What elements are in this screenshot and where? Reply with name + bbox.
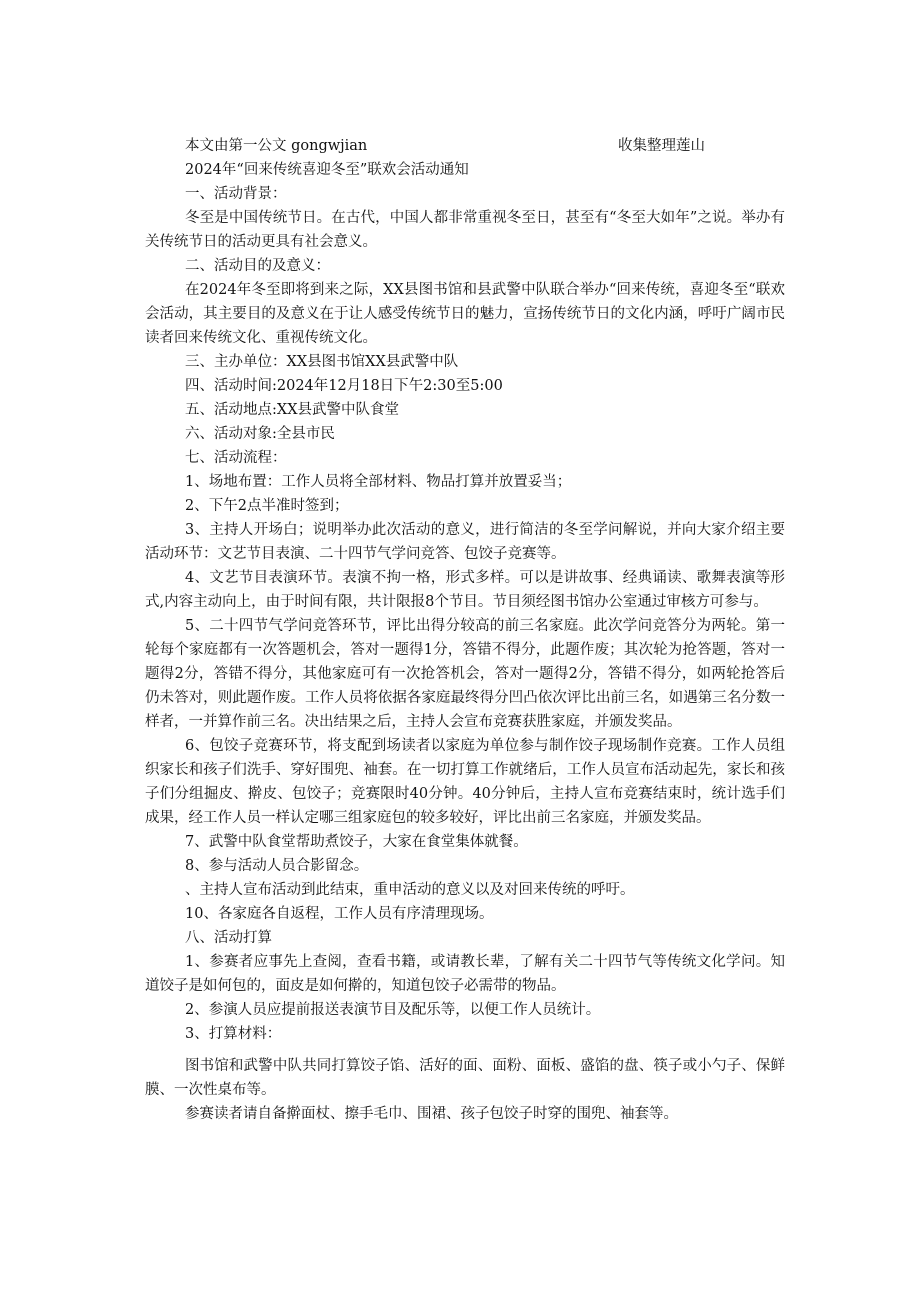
flow-item: 、主持人宣布活动到此结束，重申活动的意义以及对回来传统的呼吁。 (185, 882, 635, 898)
header-source: 本文由第一公文 gongwjian (185, 138, 368, 154)
flow-item: 8、参与活动人员合影留念。 (185, 858, 369, 874)
prep-item: 1、参赛者应事先上查阅，查看书籍，或请教长辈，了解有关二十四节气等传统文化学问。知道饺子是如何包的，面皮是如何擀的，知道包饺子必需带的物品。 (145, 954, 785, 994)
paragraph-purpose: 在2024年冬至即将到来之际，XX县图书馆和县武警中队联合举办“回来传统，喜迎冬至“联欢会活动，其主要目的及意义在于让人感受传统节日的魅力，宣扬传统节日的文化内涵，呼吁广阔市民读者回来传统文化、重视传统文化。 (145, 282, 785, 346)
flow-item: 5、二十四节气学问竞答环节，评比出得分较高的前三名家庭。此次学问竞答分为两轮。第一轮每个家庭都有一次答题机会，答对一题得1分，答错不得分，此题作废；其次轮为抢答题，答对一题得2分，答错不得分，其他家庭可有一次抢答机会，答对一题得2分，答错不得分，如两轮抢答后仍未答对，则此题作废。工作人员将依据各家庭最终得分凹凸依次评比出前三名，如遇第三名分数一样者，一并算作前三名。决出结果之后，主持人会宣布竞赛获胜家庭，并颁发奖品。 (145, 618, 785, 730)
section-heading-flow: 七、活动流程： (185, 450, 287, 466)
paragraph-materials-participants: 参赛读者请自备擀面杖、擦手毛巾、围裙、孩子包饺子时穿的围兜、袖套等。 (185, 1106, 678, 1122)
page-header (185, 134, 745, 158)
flow-item: 10、各家庭各自返程，工作人员有序清理现场。 (185, 906, 494, 922)
section-audience: 六、活动对象:全县市民 (185, 426, 335, 442)
flow-item: 3、主持人开场白；说明举办此次活动的意义，进行简洁的冬至学问解说，并向大家介绍主要活动环节：文艺节目表演、二十四节气学问竞答、包饺子竞赛等。 (145, 522, 785, 562)
prep-item: 3、打算材料： (185, 1026, 282, 1042)
flow-item: 2、下午2点半准时签到； (185, 498, 349, 514)
paragraph-background: 冬至是中国传统节日。在古代，中国人都非常重视冬至日，甚至有“冬至大如年”之说。举办有关传统节日的活动更具有社会意义。 (145, 210, 785, 250)
section-heading-background: 一、活动背景： (185, 186, 287, 202)
flow-item: 4、文艺节目表演环节。表演不拘一格，形式多样。可以是讲故事、经典诵读、歌舞表演等形式,内容主动向上，由于时间有限，共计限报8个节目。节目须经图书馆办公室通过审核方可参与。 (145, 570, 785, 610)
section-time: 四、活动时间:2024年12月18日下午2:30至5:00 (185, 378, 503, 394)
document-body (145, 158, 785, 1126)
flow-item: 1、场地布置：工作人员将全部材料、物品打算并放置妥当； (185, 474, 572, 490)
header-collector: 收集整理莲山 (618, 138, 705, 154)
section-location: 五、活动地点:XX县武警中队食堂 (185, 402, 400, 418)
paragraph-materials-library: 图书馆和武警中队共同打算饺子馅、活好的面、面粉、面板、盛馅的盘、筷子或小勺子、保鲜膜、一次性桌布等。 (145, 1058, 785, 1098)
flow-item: 7、武警中队食堂帮助煮饺子，大家在食堂集体就餐。 (185, 834, 528, 850)
flow-item: 6、包饺子竞赛环节，将支配到场读者以家庭为单位参与制作饺子现场制作竞赛。工作人员组织家长和孩子们洗手、穿好围兜、袖套。在一切打算工作就绪后，工作人员宣布活动起先，家长和孩子们分组掘皮、擀皮、包饺子；竞赛限时40分钟。40分钟后，主持人宣布竞赛结束时，统计选手们成果，经工作人员一样认定哪三组家庭包的较多较好，评比出前三名家庭，并颁发奖品。 (145, 738, 785, 826)
section-organizer: 三、主办单位：XX县图书馆XX县武警中队 (185, 354, 459, 370)
document-title: 2024年“回来传统喜迎冬至”联欢会活动通知 (185, 162, 469, 178)
section-heading-purpose: 二、活动目的及意义： (185, 258, 330, 274)
prep-item: 2、参演人员应提前报送表演节目及配乐等，以便工作人员统计。 (185, 1002, 601, 1018)
section-heading-preparation: 八、活动打算 (185, 930, 272, 946)
